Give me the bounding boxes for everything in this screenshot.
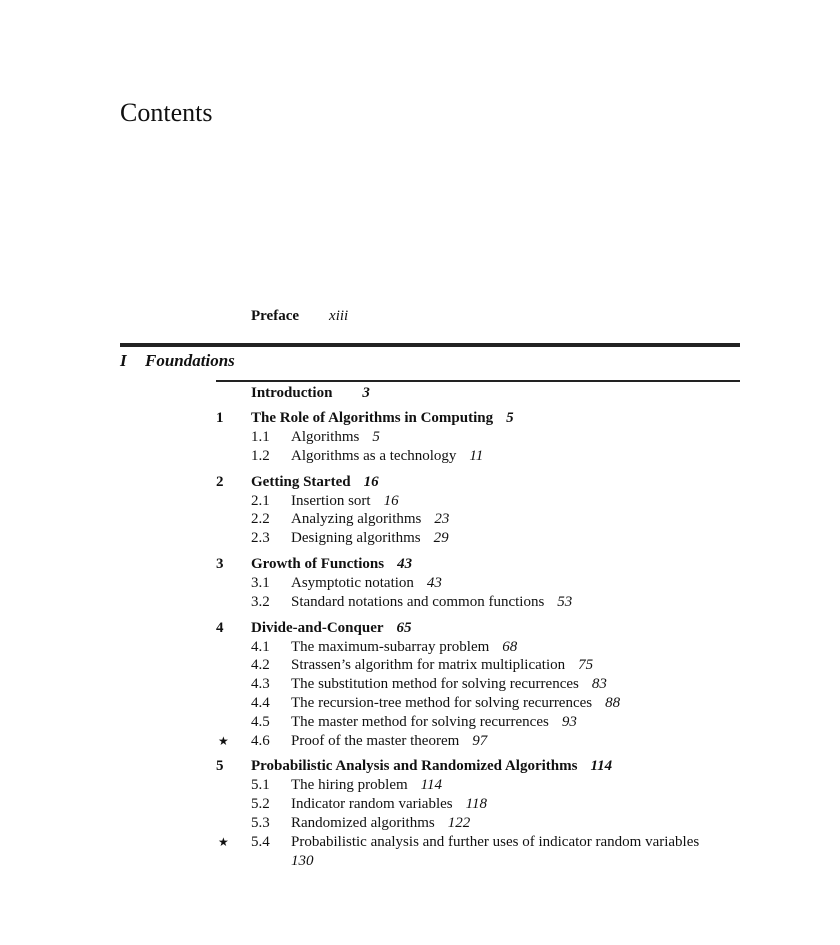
section-title: Indicator random variables bbox=[291, 796, 453, 813]
chapter-list bbox=[216, 408, 740, 870]
section-entry[interactable] bbox=[216, 492, 740, 511]
chapter-page: 114 bbox=[590, 758, 613, 775]
section-number: 2.3 bbox=[251, 530, 270, 547]
section-number: 4.4 bbox=[251, 694, 270, 711]
section-number: 1.2 bbox=[251, 447, 270, 464]
section-number: 4.3 bbox=[251, 676, 270, 693]
section-title-line bbox=[291, 732, 487, 751]
chapter-heading[interactable] bbox=[216, 618, 740, 638]
section-title: Probabilistic analysis and further uses of indicator random variables bbox=[291, 833, 700, 850]
section-entry[interactable] bbox=[216, 776, 740, 795]
section-entry[interactable] bbox=[216, 574, 740, 593]
introduction-page: 3 bbox=[362, 385, 370, 401]
section-title-line bbox=[291, 675, 607, 694]
preface-page: xiii bbox=[329, 308, 349, 324]
section-page: 23 bbox=[434, 511, 450, 528]
section-number: 2.2 bbox=[251, 511, 270, 528]
section-entry[interactable] bbox=[216, 675, 740, 694]
section-page: 68 bbox=[502, 638, 518, 655]
section-entry[interactable] bbox=[216, 713, 740, 732]
section-title: Proof of the master theorem bbox=[291, 732, 460, 749]
section-title-line bbox=[291, 833, 731, 871]
section-title: Algorithms as a technology bbox=[291, 447, 457, 464]
chapter-page: 43 bbox=[397, 555, 413, 572]
section-page: 93 bbox=[561, 713, 577, 730]
section-page: 130 bbox=[291, 852, 314, 869]
section-number: 4.1 bbox=[251, 638, 270, 655]
section-title: The master method for solving recurrences bbox=[291, 713, 549, 730]
chapter-heading[interactable] bbox=[216, 756, 740, 776]
chapter-number: 1 bbox=[216, 410, 224, 426]
chapter-page: 65 bbox=[396, 619, 412, 636]
section-page: 53 bbox=[557, 593, 573, 610]
section-number: 5.3 bbox=[251, 814, 270, 831]
section-number: 4.5 bbox=[251, 713, 270, 730]
section-number: 4.6 bbox=[251, 732, 270, 749]
star-icon: ★ bbox=[218, 733, 229, 748]
section-title: Strassen’s algorithm for matrix multiplication bbox=[291, 657, 566, 674]
chapter-page: 5 bbox=[506, 410, 514, 426]
preface-entry[interactable] bbox=[251, 306, 348, 326]
section-title-line bbox=[291, 529, 449, 548]
chapter-entry bbox=[216, 472, 740, 548]
section-title-line bbox=[291, 428, 380, 447]
part-divider-thick bbox=[120, 343, 740, 347]
part-heading[interactable] bbox=[120, 350, 235, 372]
section-title: Standard notations and common functions bbox=[291, 593, 545, 610]
chapter-entry bbox=[216, 756, 740, 870]
section-entry[interactable] bbox=[216, 656, 740, 675]
section-title-line bbox=[291, 638, 517, 657]
section-title-line bbox=[291, 593, 572, 612]
section-title: The recursion-tree method for solving recurrences bbox=[291, 694, 593, 711]
section-title: Designing algorithms bbox=[291, 530, 421, 547]
section-title-line bbox=[291, 510, 449, 529]
section-entry[interactable] bbox=[216, 447, 740, 466]
section-page: 97 bbox=[472, 732, 488, 749]
chapter-entry bbox=[216, 618, 740, 751]
part-number: I bbox=[120, 351, 127, 370]
section-title-line bbox=[291, 447, 483, 466]
chapter-entry bbox=[216, 408, 740, 466]
section-page: 118 bbox=[465, 796, 487, 813]
part-title: Foundations bbox=[145, 351, 235, 370]
chapter-page: 16 bbox=[363, 473, 379, 490]
section-number: 3.1 bbox=[251, 574, 270, 591]
section-page: 83 bbox=[591, 676, 607, 693]
chapter-title: Growth of Functions bbox=[251, 555, 385, 572]
section-page: 11 bbox=[469, 447, 484, 464]
section-page: 122 bbox=[447, 814, 471, 831]
section-entry[interactable] bbox=[216, 428, 740, 447]
chapter-number: 3 bbox=[216, 555, 224, 572]
chapter-heading[interactable] bbox=[216, 408, 740, 428]
section-entry[interactable] bbox=[216, 510, 740, 529]
introduction-entry[interactable] bbox=[216, 383, 740, 403]
section-entry[interactable] bbox=[216, 795, 740, 814]
chapter-title: Probabilistic Analysis and Randomized Algorithms bbox=[251, 758, 578, 775]
section-page: 88 bbox=[605, 694, 621, 711]
section-title: Analyzing algorithms bbox=[291, 511, 422, 528]
section-title: Randomized algorithms bbox=[291, 814, 435, 831]
chapter-number: 5 bbox=[216, 758, 224, 775]
section-title: The maximum-subarray problem bbox=[291, 638, 490, 655]
preface-label: Preface bbox=[251, 308, 300, 324]
section-number: 4.2 bbox=[251, 657, 270, 674]
section-title-line bbox=[291, 694, 620, 713]
section-title-line bbox=[291, 795, 487, 814]
section-entry[interactable] bbox=[216, 638, 740, 657]
section-title-line bbox=[291, 776, 442, 795]
section-title-line bbox=[291, 492, 399, 511]
introduction-label: Introduction bbox=[251, 385, 333, 401]
star-icon: ★ bbox=[218, 834, 229, 849]
chapter-heading[interactable] bbox=[216, 472, 740, 492]
section-title-line bbox=[291, 713, 577, 732]
section-title: The substitution method for solving recurrences bbox=[291, 676, 579, 693]
section-title: Insertion sort bbox=[291, 492, 371, 509]
chapter-heading[interactable] bbox=[216, 554, 740, 574]
section-title: The hiring problem bbox=[291, 777, 408, 794]
section-page: 75 bbox=[578, 657, 594, 674]
section-number: 3.2 bbox=[251, 593, 270, 610]
section-title: Algorithms bbox=[291, 429, 360, 445]
chapter-number: 2 bbox=[216, 473, 224, 490]
section-title-line bbox=[291, 656, 593, 675]
section-number: 2.1 bbox=[251, 492, 270, 509]
part-divider-thin bbox=[216, 380, 740, 382]
section-number: 1.1 bbox=[251, 429, 270, 445]
section-title-line bbox=[291, 574, 442, 593]
chapter-title: Getting Started bbox=[251, 473, 351, 490]
section-entry[interactable] bbox=[216, 694, 740, 713]
section-entry[interactable] bbox=[216, 814, 740, 833]
section-page: 29 bbox=[433, 530, 449, 547]
section-number: 5.4 bbox=[251, 833, 270, 850]
section-entry[interactable] bbox=[216, 593, 740, 612]
section-entry[interactable] bbox=[216, 833, 740, 871]
page-title: Contents bbox=[120, 98, 213, 127]
section-number: 5.2 bbox=[251, 796, 270, 813]
section-entry[interactable] bbox=[216, 529, 740, 548]
section-page: 5 bbox=[372, 429, 380, 445]
section-number: 5.1 bbox=[251, 777, 270, 794]
section-page: 114 bbox=[420, 777, 443, 794]
chapter-number: 4 bbox=[216, 619, 224, 636]
section-page: 43 bbox=[426, 574, 442, 591]
section-page: 16 bbox=[383, 492, 399, 509]
section-title-line bbox=[291, 814, 470, 833]
chapter-entry bbox=[216, 554, 740, 612]
table-of-contents bbox=[216, 383, 740, 876]
section-entry[interactable] bbox=[216, 732, 740, 751]
chapter-title: Divide-and-Conquer bbox=[251, 619, 384, 636]
chapter-title: The Role of Algorithms in Computing bbox=[251, 410, 494, 426]
section-title: Asymptotic notation bbox=[291, 574, 414, 591]
